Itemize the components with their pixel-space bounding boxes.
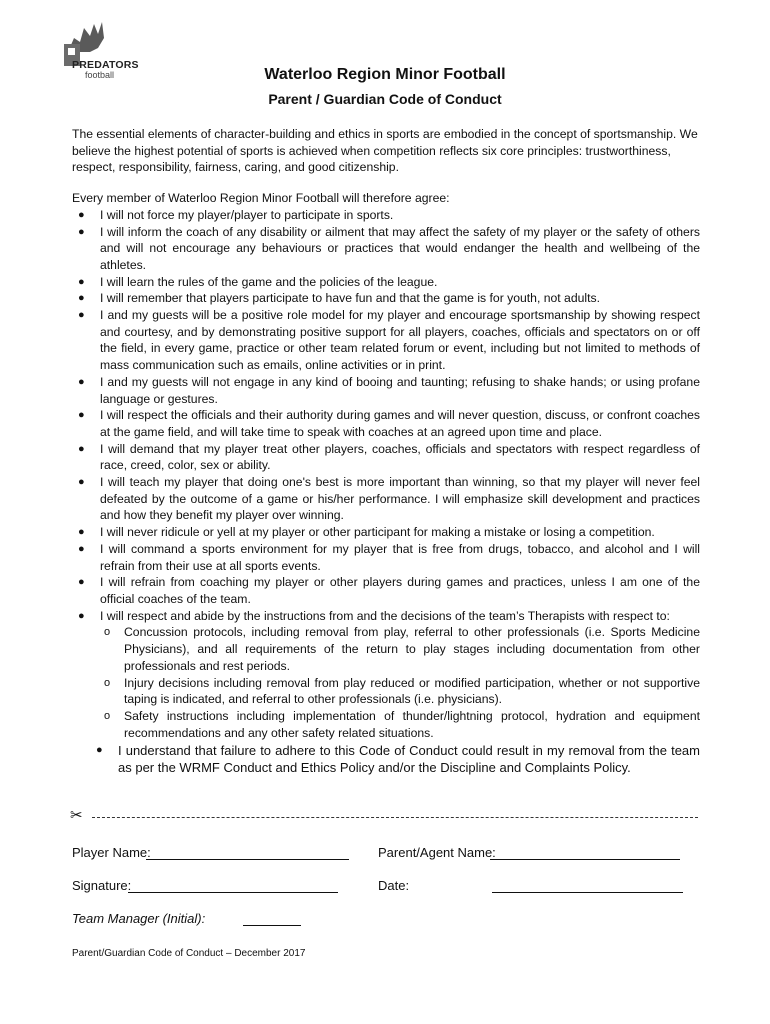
- bullet-icon: ●: [78, 309, 85, 322]
- list-item: ● I and my guests will be a positive role model for my player and encourage sportsmanship by showing respect and courtesy, and by demonstrating positive support for all players, coaches, officials and spectators on or off the field, in every game, practice or other team related forum or event, including but not limited to methods of mass communication such as emails, online activities or in print.: [78, 308, 700, 373]
- cut-line: [70, 806, 700, 826]
- bullet-icon: ●: [96, 744, 103, 757]
- logo-sub: football: [85, 70, 115, 80]
- circle-bullet-icon: o: [104, 676, 111, 689]
- list-item-final: ● I understand that failure to adhere to this Code of Conduct could result in my removal from the team as per the WRMF Conduct and Ethics Policy and/or the Discipline and Complaints Policy.: [96, 743, 700, 776]
- page-subtitle: Parent / Guardian Code of Conduct: [268, 91, 502, 107]
- bullet-icon: ●: [78, 526, 85, 539]
- team-manager-initial-field[interactable]: [243, 925, 301, 926]
- page-footer: Parent/Guardian Code of Conduct – December 2017: [72, 948, 306, 959]
- player-name-field[interactable]: [146, 859, 349, 860]
- list-item: ● I will respect the officials and their authority during games and will never question, discuss, or confront coaches at the game field, and will take time to speak with coaches at an agreed upon time and place.: [78, 408, 700, 439]
- scissors-icon: ✂: [70, 807, 83, 824]
- parent-name-field[interactable]: [490, 859, 680, 860]
- list-item: ● I and my guests will not engage in any kind of booing and taunting; refusing to shake hands; or using profane language or gestures.: [78, 374, 700, 406]
- bullet-icon: ●: [78, 442, 85, 455]
- list-item: ● I will refrain from coaching my player or other players during games and practices, unless I am one of the official coaches of the team.: [78, 575, 700, 606]
- bullet-icon: ●: [78, 275, 85, 288]
- conduct-list: [72, 207, 700, 777]
- date-label: Date:: [378, 878, 410, 893]
- player-name-label: Player Name:: [72, 845, 151, 860]
- list-item: ● I will learn the rules of the game and the policies of the league.: [78, 274, 438, 289]
- bullet-icon: ●: [78, 375, 85, 388]
- team-manager-label: Team Manager (Initial):: [72, 911, 206, 926]
- list-item: ● I will command a sports environment for my player that is free from drugs, tobacco, and alcohol and I will refrain from their use at all sports events.: [78, 541, 700, 573]
- list-item: ● I will respect and abide by the instructions from and the decisions of the team’s Therapists with respect to: o Concussion protocols, including removal from play, referral to other professionals (i.e. Sports Medicine Physicians), and all requirements of the return to play stages including documentation from other professionals and rest periods. o Injury decisions including removal from play reduced or modified participation, whether or not supportive taping is indicated, and referral to other professionals (i.e. physicians). o Safety instructions including implementation of thunder/lightning protocol, hydration and equipment recommendations and any other safety related situations.: [78, 608, 700, 740]
- circle-bullet-icon: o: [104, 626, 111, 639]
- logo-name: PREDATORS: [72, 59, 139, 71]
- signature-field[interactable]: [128, 892, 338, 893]
- list-item: ● I will teach my player that doing one's best is more important than winning, so that my player will never feel defeated by the outcome of a game or his/her performance. I will emphasize skill development and practices and how they benefit my player over winning.: [78, 475, 700, 523]
- intro-paragraph: The essential elements of character-building and ethics in sports are embodied in the concept of sportsmanship. We believe the highest potential of sports is achieved when competition reflects six core principles: trustworthiness, respect, responsibility, fairness, caring, and good citizenship.: [72, 127, 698, 175]
- date-field[interactable]: [492, 892, 683, 893]
- sub-list-item: o Concussion protocols, including removal from play, referral to other professionals (i.e. Sports Medicine Physicians), and all requirements of the return to play stages including documentation from other professionals and rest periods.: [104, 625, 700, 673]
- circle-bullet-icon: o: [104, 709, 111, 722]
- bullet-icon: ●: [78, 208, 85, 221]
- signature-label: Signature:: [72, 878, 132, 893]
- sub-list-item: o Injury decisions including removal from play reduced or modified participation, whether or not supportive taping is indicated, and referral to other professionals (i.e. physicians).: [104, 675, 700, 707]
- code-of-conduct-body: [72, 126, 700, 776]
- list-item: ● I will not force my player/player to participate in sports.: [78, 207, 394, 222]
- list-item: ● I will remember that players participate to have fun and that the game is for youth, not adults.: [78, 291, 600, 306]
- sub-list-item: o Safety instructions including implementation of thunder/lightning protocol, hydration and equipment recommendations and any other safety related situations.: [104, 708, 700, 740]
- agree-lead: Every member of Waterloo Region Minor Football will therefore agree:: [72, 191, 450, 206]
- list-item: ● I will inform the coach of any disability or ailment that may affect the safety of my player or the safety of others and will not encourage any behaviours or practices that would endanger the health and wellbeing of the athletes.: [78, 224, 700, 272]
- page-title: Waterloo Region Minor Football: [264, 66, 506, 83]
- list-item: ● I will never ridicule or yell at my player or other participant for making a mistake or losing a competition.: [78, 525, 655, 540]
- bullet-icon: ●: [78, 409, 85, 422]
- bullet-icon: ●: [78, 542, 85, 555]
- dashed-divider: [92, 817, 698, 818]
- bullet-icon: ●: [78, 609, 85, 622]
- list-item: ● I will demand that my player treat other players, coaches, officials and spectators with respect regardless of race, creed, color, sex or ability.: [78, 441, 700, 473]
- parent-name-label: Parent/Agent Name:: [378, 845, 496, 860]
- bullet-icon: ●: [78, 476, 85, 489]
- therapist-sublist: [100, 624, 700, 741]
- bullet-icon: ●: [78, 292, 85, 305]
- bullet-icon: ●: [78, 225, 85, 238]
- bullet-icon: ●: [78, 576, 85, 589]
